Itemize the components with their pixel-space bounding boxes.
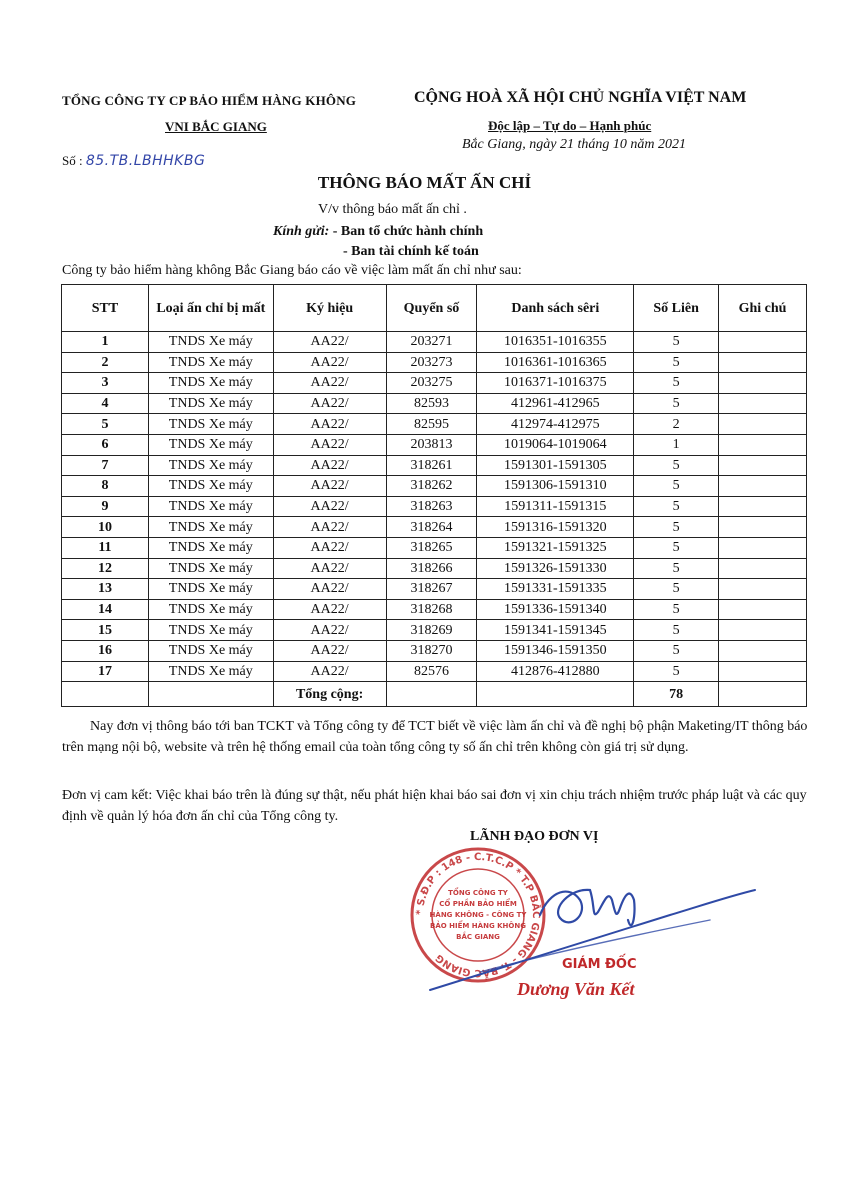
cell-note xyxy=(719,558,807,579)
cell-symbol: AA22/ xyxy=(273,373,386,394)
cell-book: 318267 xyxy=(386,579,477,600)
cell-book: 318266 xyxy=(386,558,477,579)
cell-stt: 10 xyxy=(62,517,149,538)
cell-symbol: AA22/ xyxy=(273,640,386,661)
cell-book: 203813 xyxy=(386,434,477,455)
table-row xyxy=(62,599,807,620)
cell-copies: 5 xyxy=(634,579,719,600)
cell-symbol: AA22/ xyxy=(273,434,386,455)
cell-symbol: AA22/ xyxy=(273,414,386,435)
table-row xyxy=(62,537,807,558)
cell-symbol: AA22/ xyxy=(273,352,386,373)
cell-type: TNDS Xe máy xyxy=(148,352,273,373)
cell-symbol: AA22/ xyxy=(273,620,386,641)
table-row xyxy=(62,373,807,394)
cell-note xyxy=(719,414,807,435)
cell-type: TNDS Xe máy xyxy=(148,558,273,579)
document-number-value: 85.TB.LBHHKBG xyxy=(85,153,206,169)
cell-copies: 5 xyxy=(634,620,719,641)
cell-note xyxy=(719,579,807,600)
cell-stt: 9 xyxy=(62,496,149,517)
cell-note xyxy=(719,537,807,558)
cell-serial: 412876-412880 xyxy=(477,661,634,682)
cell-note xyxy=(719,640,807,661)
cell-serial: 1016351-1016355 xyxy=(477,332,634,353)
cell-serial: 1591316-1591320 xyxy=(477,517,634,538)
stamp-center-line: TỔNG CÔNG TY xyxy=(448,889,508,897)
cell-note xyxy=(719,332,807,353)
column-header-copies: Số Liên xyxy=(634,285,719,332)
commitment-paragraph: Đơn vị cam kết: Việc khai báo trên là đúng sự thật, nếu phát hiện khai báo sai đơn vị xin chịu trách nhiệm trước pháp luật và các quy định về quản lý hóa đơn ấn chỉ của Tổng công ty. xyxy=(62,788,807,824)
cell-copies: 5 xyxy=(634,517,719,538)
cell-book: 82595 xyxy=(386,414,477,435)
cell-copies: 5 xyxy=(634,640,719,661)
cell-serial: 1591341-1591345 xyxy=(477,620,634,641)
total-label: Tổng cộng: xyxy=(273,682,386,707)
cell-type: TNDS Xe máy xyxy=(148,640,273,661)
cell-type: TNDS Xe máy xyxy=(148,476,273,497)
table-header-row xyxy=(62,285,807,332)
cell-stt: 16 xyxy=(62,640,149,661)
cell-copies: 5 xyxy=(634,599,719,620)
cell-note xyxy=(719,373,807,394)
cell-stt: 11 xyxy=(62,537,149,558)
total-empty-cell xyxy=(477,682,634,707)
cell-symbol: AA22/ xyxy=(273,579,386,600)
cell-note xyxy=(719,393,807,414)
cell-stt: 2 xyxy=(62,352,149,373)
cell-stt: 14 xyxy=(62,599,149,620)
cell-stt: 17 xyxy=(62,661,149,682)
table-row xyxy=(62,496,807,517)
cell-book: 203275 xyxy=(386,373,477,394)
cell-serial: 1591326-1591330 xyxy=(477,558,634,579)
company-name: TỔNG CÔNG TY CP BẢO HIỂM HÀNG KHÔNG xyxy=(62,93,357,108)
cell-book: 318261 xyxy=(386,455,477,476)
table-row xyxy=(62,393,807,414)
cell-book: 318262 xyxy=(386,476,477,497)
cell-serial: 412974-412975 xyxy=(477,414,634,435)
table-row xyxy=(62,517,807,538)
cell-stt: 5 xyxy=(62,414,149,435)
cell-book: 318264 xyxy=(386,517,477,538)
cell-book: 82593 xyxy=(386,393,477,414)
cell-type: TNDS Xe máy xyxy=(148,434,273,455)
cell-type: TNDS Xe máy xyxy=(148,455,273,476)
cell-stt: 7 xyxy=(62,455,149,476)
cell-stt: 4 xyxy=(62,393,149,414)
cell-serial: 1591331-1591335 xyxy=(477,579,634,600)
cell-note xyxy=(719,496,807,517)
cell-note xyxy=(719,476,807,497)
stamp-center-line: CỔ PHẦN BẢO HIỂM xyxy=(439,900,517,908)
column-header-stt: STT xyxy=(62,285,149,332)
national-motto: Độc lập – Tự do – Hạnh phúc xyxy=(488,118,652,133)
cell-symbol: AA22/ xyxy=(273,332,386,353)
leader-label: LÃNH ĐẠO ĐƠN VỊ xyxy=(470,829,599,844)
total-value: 78 xyxy=(634,682,719,707)
table-row xyxy=(62,414,807,435)
request-paragraph: Nay đơn vị thông báo tới ban TCKT và Tổng công ty để TCT biết về việc làm ấn chỉ và đề nghị bộ phận Maketing/IT thông báo trên mạng nội bộ, website và trên hệ thống email của toàn tổng công ty số ấn chỉ trên không còn giá trị sử dụng. xyxy=(62,719,808,755)
document-number xyxy=(62,153,205,169)
table-row xyxy=(62,352,807,373)
column-header-type: Loại ấn chỉ bị mất xyxy=(148,285,273,332)
cell-book: 318263 xyxy=(386,496,477,517)
cell-serial: 1591346-1591350 xyxy=(477,640,634,661)
cell-type: TNDS Xe máy xyxy=(148,620,273,641)
cell-note xyxy=(719,517,807,538)
cell-copies: 5 xyxy=(634,393,719,414)
national-title: CỘNG HOÀ XÃ HỘI CHỦ NGHĨA VIỆT NAM xyxy=(414,89,747,106)
cell-type: TNDS Xe máy xyxy=(148,373,273,394)
cell-type: TNDS Xe máy xyxy=(148,579,273,600)
table-row xyxy=(62,558,807,579)
cell-type: TNDS Xe máy xyxy=(148,393,273,414)
table-row xyxy=(62,579,807,600)
cell-serial: 1591336-1591340 xyxy=(477,599,634,620)
cell-stt: 13 xyxy=(62,579,149,600)
cell-serial: 1591306-1591310 xyxy=(477,476,634,497)
cell-symbol: AA22/ xyxy=(273,537,386,558)
cell-serial: 1016361-1016365 xyxy=(477,352,634,373)
director-title: GIÁM ĐỐC xyxy=(562,957,637,972)
stamp-center-line: BẢO HIỂM HÀNG KHÔNG xyxy=(430,922,526,930)
cell-copies: 5 xyxy=(634,332,719,353)
cell-type: TNDS Xe máy xyxy=(148,496,273,517)
recipient-line-1 xyxy=(273,224,483,240)
cell-copies: 5 xyxy=(634,537,719,558)
cell-book: 318265 xyxy=(386,537,477,558)
kinh-gui-label: Kính gửi: xyxy=(273,224,330,239)
cell-copies: 5 xyxy=(634,558,719,579)
recipient-2: - Ban tài chính kế toán xyxy=(343,244,479,259)
cell-note xyxy=(719,599,807,620)
cell-symbol: AA22/ xyxy=(273,661,386,682)
cell-symbol: AA22/ xyxy=(273,496,386,517)
total-empty-cell xyxy=(148,682,273,707)
cell-stt: 3 xyxy=(62,373,149,394)
table-row xyxy=(62,434,807,455)
table-row xyxy=(62,476,807,497)
cell-note xyxy=(719,620,807,641)
cell-symbol: AA22/ xyxy=(273,599,386,620)
cell-type: TNDS Xe máy xyxy=(148,517,273,538)
cell-book: 203271 xyxy=(386,332,477,353)
cell-type: TNDS Xe máy xyxy=(148,537,273,558)
column-header-book: Quyển số xyxy=(386,285,477,332)
table-row xyxy=(62,620,807,641)
stamp-center-line: HÀNG KHÔNG - CÔNG TY xyxy=(429,911,527,919)
cell-symbol: AA22/ xyxy=(273,517,386,538)
director-name: Dương Văn Kết xyxy=(517,979,635,999)
table-row xyxy=(62,661,807,682)
column-header-symbol: Ký hiệu xyxy=(273,285,386,332)
cell-stt: 8 xyxy=(62,476,149,497)
document-number-label: Số : xyxy=(62,153,83,168)
cell-type: TNDS Xe máy xyxy=(148,599,273,620)
cell-copies: 5 xyxy=(634,496,719,517)
cell-stt: 1 xyxy=(62,332,149,353)
cell-note xyxy=(719,455,807,476)
cell-note xyxy=(719,352,807,373)
cell-serial: 1591301-1591305 xyxy=(477,455,634,476)
cell-serial: 1591321-1591325 xyxy=(477,537,634,558)
total-row xyxy=(62,682,807,707)
dateline: Bắc Giang, ngày 21 tháng 10 năm 2021 xyxy=(462,137,686,152)
lost-items-table xyxy=(61,284,807,707)
document-subject: V/v thông báo mất ấn chỉ . xyxy=(318,202,467,217)
recipient-1: - Ban tổ chức hành chính xyxy=(332,224,484,239)
cell-serial: 1016371-1016375 xyxy=(477,373,634,394)
branch-name: VNI BẮC GIANG xyxy=(165,119,267,134)
cell-stt: 12 xyxy=(62,558,149,579)
cell-stt: 6 xyxy=(62,434,149,455)
cell-stt: 15 xyxy=(62,620,149,641)
column-header-serial: Danh sách sêri xyxy=(477,285,634,332)
cell-symbol: AA22/ xyxy=(273,476,386,497)
cell-book: 318268 xyxy=(386,599,477,620)
cell-book: 318270 xyxy=(386,640,477,661)
cell-serial: 1591311-1591315 xyxy=(477,496,634,517)
cell-note xyxy=(719,434,807,455)
cell-serial: 1019064-1019064 xyxy=(477,434,634,455)
table-row xyxy=(62,332,807,353)
cell-copies: 5 xyxy=(634,373,719,394)
cell-copies: 1 xyxy=(634,434,719,455)
table-row xyxy=(62,640,807,661)
cell-book: 82576 xyxy=(386,661,477,682)
cell-type: TNDS Xe máy xyxy=(148,661,273,682)
cell-note xyxy=(719,661,807,682)
cell-copies: 5 xyxy=(634,352,719,373)
cell-symbol: AA22/ xyxy=(273,455,386,476)
cell-symbol: AA22/ xyxy=(273,393,386,414)
total-empty-cell xyxy=(719,682,807,707)
cell-book: 203273 xyxy=(386,352,477,373)
cell-type: TNDS Xe máy xyxy=(148,414,273,435)
cell-copies: 5 xyxy=(634,661,719,682)
table-row xyxy=(62,455,807,476)
cell-copies: 5 xyxy=(634,476,719,497)
total-empty-cell xyxy=(62,682,149,707)
cell-copies: 5 xyxy=(634,455,719,476)
cell-book: 318269 xyxy=(386,620,477,641)
cell-serial: 412961-412965 xyxy=(477,393,634,414)
column-header-note: Ghi chú xyxy=(719,285,807,332)
cell-type: TNDS Xe máy xyxy=(148,332,273,353)
cell-symbol: AA22/ xyxy=(273,558,386,579)
document-title: THÔNG BÁO MẤT ẤN CHỈ xyxy=(317,173,532,192)
intro-text: Công ty bảo hiểm hàng không Bắc Giang báo cáo về việc làm mất ấn chỉ như sau: xyxy=(62,263,522,278)
cell-copies: 2 xyxy=(634,414,719,435)
stamp-ring-text: * S.Đ.P : 148 - C.T.C.P * T.P BẮC GIANG - T. BẮC GIANG xyxy=(414,851,542,979)
stamp-center-line: BẮC GIANG xyxy=(456,933,500,941)
total-empty-cell xyxy=(386,682,477,707)
